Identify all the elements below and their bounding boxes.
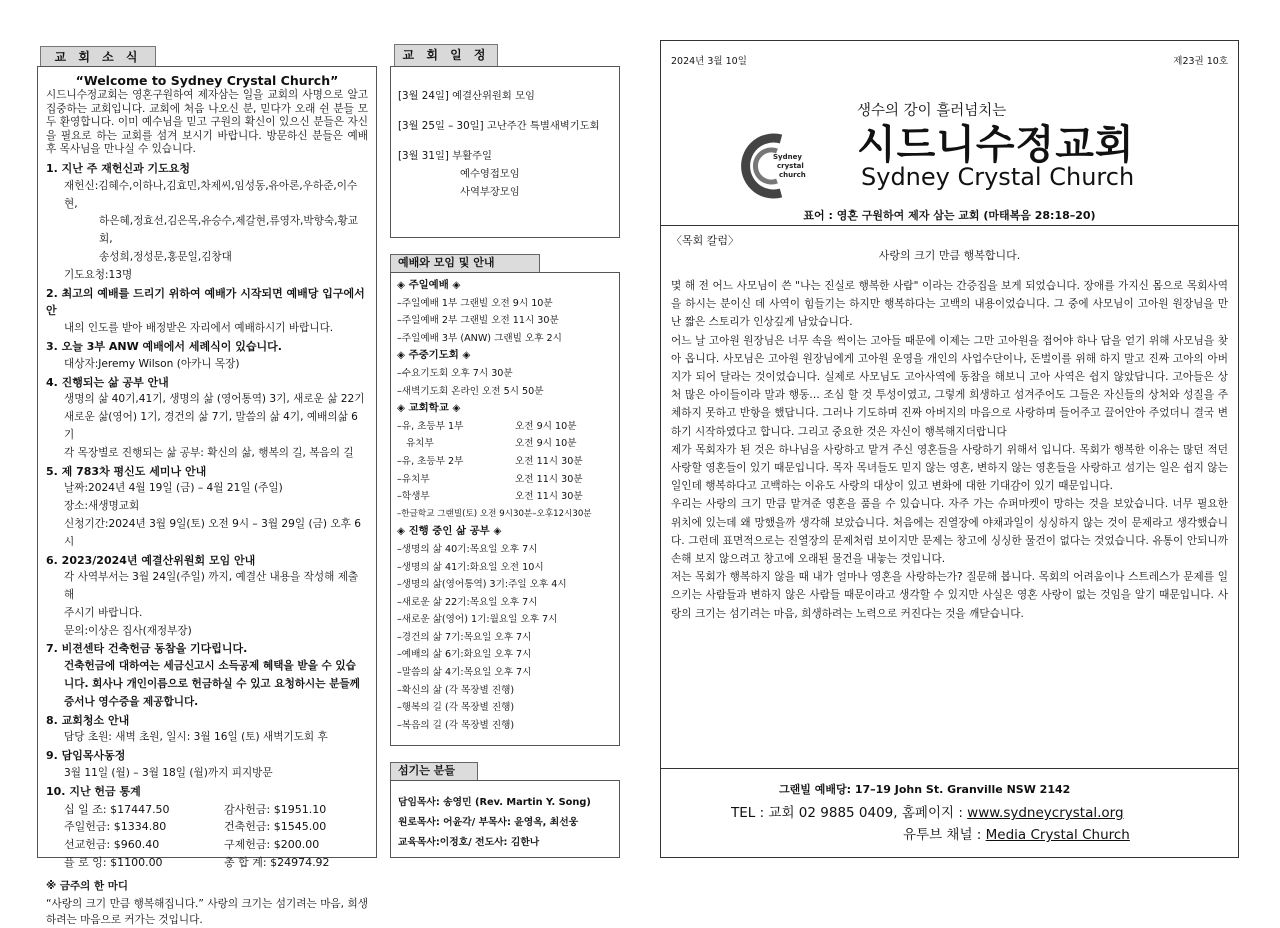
offering-table — [46, 801, 368, 872]
news-tab: 교 회 소 식 — [40, 46, 156, 68]
church-name-english: Sydney Crystal Church — [861, 163, 1135, 191]
svg-text:crystal: crystal — [777, 162, 804, 170]
worship-line: –주일예배 2부 그랜빌 오전 11시 30분 — [397, 315, 559, 327]
school-row — [397, 488, 613, 506]
offering-cell: 주일헌금: $1334.80 — [64, 820, 167, 834]
offering-cell: 건축헌금: $1545.00 — [224, 820, 327, 834]
word-of-week-text: “사랑의 크기 만큼 행복해집니다.” 사랑의 크기는 섬기려는 마음, 희생하려는 마음으로 커가는 것입니다. — [46, 897, 368, 926]
servants-banner: 섬기는 분들 — [390, 762, 478, 780]
schedule-subitem: 사역부장모임 — [460, 186, 520, 198]
column-label: 〈목회 칼럼〉 — [671, 234, 740, 247]
offering-cell: 감사헌금: $1951.10 — [224, 802, 327, 816]
worship-banner: 예배와 모임 및 안내 — [390, 254, 540, 272]
news-item-5-line: 날짜:2024년 4월 19일 (금) – 4월 21일 (주일) — [64, 482, 283, 495]
news-item-7-line: 건축헌금에 대하여는 세금신고시 소득공제 혜택을 받을 수 있습 — [64, 660, 356, 673]
school-row — [397, 418, 613, 436]
news-item-1-line: 하은혜,정효선,김은목,유승수,제갈현,류영자,박향숙,황교회, — [99, 215, 358, 246]
svg-text:Sydney: Sydney — [773, 153, 802, 161]
school-name: –유치부 — [397, 473, 430, 485]
school-time: 오전 11시 30분 — [515, 455, 583, 467]
schedule-subitem: 예수영접모임 — [460, 168, 520, 180]
news-item-1-line: 송성희,정성문,홍문일,김창대 — [99, 250, 232, 263]
pastor-column — [671, 277, 1228, 623]
news-item-8-title: 8. 교회청소 안내 — [46, 713, 130, 727]
bulletin-front — [660, 40, 1239, 858]
news-item-4-line: 새로운 삶(영어) 1기, 경건의 삶 7기, 말씀의 삶 4기, 예배의삶 6기 — [64, 411, 358, 441]
study-line: –행복의 길 (각 목장별 진행) — [397, 702, 515, 714]
offering-cell: 플 로 잉: $1100.00 — [64, 856, 163, 870]
news-item-7-line: 니다. 회사나 개인이름으로 헌금하실 수 있고 요청하시는 분들께 — [64, 678, 360, 691]
schedule-item: [3월 31일] 부활주일 — [398, 150, 492, 162]
news-item-2-line: 내의 인도를 받아 배정받은 자리에서 예배하시기 바랍니다. — [64, 322, 334, 335]
news-item-1-line: 기도요청:13명 — [64, 268, 133, 281]
bulletin-header — [671, 53, 1228, 67]
news-item-4-line: 각 목장별로 진행되는 삶 공부: 확신의 삶, 행복의 길, 복음의 길 — [64, 446, 354, 459]
school-name: –학생부 — [397, 491, 430, 503]
worship-line: –수요기도회 오후 7시 30분 — [397, 367, 513, 379]
website-link[interactable]: www.sydneycrystal.org — [967, 805, 1124, 821]
youtube-link[interactable]: Media Crystal Church — [985, 827, 1130, 843]
school-name: –유, 초등부 2부 — [397, 455, 464, 467]
news-item-1-title: 1. 지난 주 재헌신과 기도요청 — [46, 161, 191, 175]
news-item-9-title: 9. 담임목사동정 — [46, 749, 126, 763]
divider — [661, 768, 1238, 769]
school-row — [397, 453, 613, 471]
worship-section-title: ◈ 주중기도회 ◈ — [397, 349, 471, 362]
study-line: –새로운 삶(영어) 1기:월요일 오후 7시 — [397, 614, 558, 626]
offering-cell: 구제헌금: $200.00 — [224, 838, 320, 852]
svg-text:church: church — [779, 171, 806, 179]
news-item-3-title: 3. 오늘 3부 ANW 예배에서 세례식이 있습니다. — [46, 339, 282, 353]
news-item-8-line: 담당 초원: 새벽 초원, 일시: 3월 16일 (토) 새벽기도회 후 — [64, 731, 328, 744]
schedule-tab: 교 회 일 정 — [394, 44, 498, 66]
bulletin-date: 2024년 3월 10일 — [671, 56, 747, 67]
column-paragraph: 몇 해 전 어느 사모님이 쓴 "나는 진실로 행복한 사람" 이라는 간증집을 보게 되었습니다. 장애를 가지신 몸으로 목회사역을 하시는 분이신 데 사역이 힘들기는 하지만 행복하다는 고백의 내용이었습니다. 그 중에 사모님이 고아원 원장님을 만난 짧은 스토리가 인상깊게 남았습니다. — [671, 280, 1228, 329]
welcome-heading: “Welcome to Sydney Crystal Church” — [75, 73, 339, 88]
study-line: –복음의 길 (각 목장별 진행) — [397, 719, 515, 731]
worship-panel — [390, 272, 620, 746]
study-line: –말씀의 삶 4기:목요일 오후 7시 — [397, 667, 532, 679]
study-line: –생명의 삶(영어통역) 3기:주일 오후 4시 — [397, 579, 567, 591]
worship-section-title: ◈ 주일예배 ◈ — [397, 279, 461, 291]
school-row — [397, 435, 613, 453]
study-line: –확신의 삶 (각 목장별 진행) — [397, 684, 515, 696]
church-slogan: 생수의 강이 흘러넘치는 — [857, 103, 1007, 119]
news-item-7-title: 7. 비젼센타 건축헌금 동참을 기다립니다. — [46, 642, 248, 656]
servants-panel — [390, 780, 620, 858]
church-address: 그랜빌 예배당: 17–19 John St. Granville NSW 2142 — [779, 783, 1071, 796]
news-item-6-line: 주시기 바랍니다. — [64, 606, 143, 619]
news-item-1-line: 재헌신:김혜수,이하나,김효민,차제씨,임성동,유아론,우하준,이수현, — [64, 179, 358, 210]
news-item-7-line: 증서나 영수증을 제공합니다. — [64, 695, 199, 708]
school-time: 오전 9시 10분 — [515, 420, 577, 432]
intro-text: 시드니수정교회는 영혼구원하여 제자삼는 일을 교회의 사명으로 알고 집중하는 교회입니다. 교회에 처음 나오신 분, 믿다가 오래 쉰 분들 모두 환영합니다. 이미 예수님을 믿고 구원의 확신이 있으신 분들은 자신을 필요로 하는 교회를 섬겨 보시기 바랍니다. 방문하신 분들은 예배 후 목사님을 만나실 수 있습니다. — [46, 89, 368, 156]
offering-cell: 총 합 계: $24974.92 — [224, 856, 330, 870]
word-of-week-title: ※ 금주의 한 마디 — [46, 879, 129, 892]
column-paragraph: 제가 목회자가 된 것은 하나님을 사랑하고 맡겨 주신 영혼들을 사랑하기 위해서 입니다. 목회가 행복한 이유는 많던 적던 사랑할 영혼들이 있기 때문입니다. 목자 목녀들도 믿지 않는 영혼, 변하지 않는 영혼들을 사랑하고 섬기는 일은 쉽지 않는 일인데 행복하다고 고백하는 이유도 사랑의 대상이 있고 변화에 대한 기대감이 있기 때문입니다. — [671, 443, 1228, 493]
servant-line: 담임목사: 송영민 (Rev. Martin Y. Song) — [398, 797, 591, 808]
school-time: 오전 9시 10분 — [515, 438, 577, 450]
offering-cell: 십 일 조: $17447.50 — [64, 802, 170, 816]
worship-section-title: ◈ 교회학교 ◈ — [397, 402, 461, 415]
school-name: –유, 초등부 1부 — [397, 420, 464, 432]
youtube-label: 유투브 채널 : — [903, 827, 986, 843]
news-item-5-line: 장소:새생명교회 — [64, 500, 140, 513]
church-name-korean: 시드니수정교회 — [857, 122, 1135, 168]
news-item-9-line: 3월 11일 (월) – 3월 18일 (월)까지 피지방문 — [64, 767, 273, 780]
school-row — [397, 471, 613, 489]
study-line: –경건의 삶 7기:목요일 오후 7시 — [397, 631, 532, 643]
column-paragraph: 저는 목회가 행복하지 않을 때 내가 얼마나 영혼을 사랑하는가? 질문해 봅니다. 목회의 어려움이나 스트레스가 문제를 일으키는 사람들과 변하지 않은 사람들 때문이라고 생각할 수 있지만 사실은 영혼 사랑이 없는 것임을 알기 때문입니다. 사랑의 크기는 섬기려는 마음, 희생하려는 노력으로 커진다는 것을 깨닫습니다. — [671, 571, 1228, 620]
youtube-line — [903, 823, 1130, 843]
church-logo — [737, 129, 829, 203]
news-item-6-line: 문의:이상은 집사(재정부장) — [64, 624, 192, 637]
study-line: –생명의 삶 40기:목요일 오후 7시 — [397, 543, 538, 555]
column-paragraph: 우리는 사랑의 크기 만큼 맡겨준 영혼을 품을 수 있습니다. 자주 가는 슈퍼마켓이 망하는 것을 보았습니다. 너무 필요한 위치에 있는데 왜 망했을까 생각해 보았습니다. 처음에는 진열장에 야채과일이 싱싱하지 않는 것이 문제라고 생각했습니다. 그런데 표면적으로는 진열장의 문제처럼 보이지만 문제는 창고에 싱싱한 물건이 없다는 것었습니다. 유통이 안되니까 손해 보지 않으려고 창고에 오래된 물건을 내놓는 것입니다. — [671, 498, 1228, 566]
schedule-item: [3월 24일] 예결산위원회 모임 — [398, 90, 535, 102]
servant-line: 교육목사:이정호/ 전도사: 김한나 — [398, 837, 540, 848]
worship-section-title: ◈ 진행 중인 삶 공부 ◈ — [397, 525, 502, 538]
study-line: –새로운 삶 22기:목요일 오후 7시 — [397, 596, 538, 608]
divider — [661, 225, 1238, 226]
schedule-panel — [390, 66, 620, 238]
school-time: 오전 11시 30분 — [515, 473, 583, 485]
news-panel — [37, 66, 377, 926]
news-item-2-title: 2. 최고의 예배를 드리기 위하여 예배가 시작되면 예배당 입구에서 안 — [46, 286, 365, 318]
contact-line — [731, 801, 1124, 821]
news-item-6-line: 각 사역부서는 3월 24일(주일) 까지, 예결산 내용을 작성해 제출해 — [64, 571, 359, 602]
column-title: 사랑의 크기 만큼 행복합니다. — [878, 249, 1021, 262]
worship-line: –주일예배 1부 그랜빌 오전 9시 10분 — [397, 297, 553, 309]
news-item-5-line: 신청기간:2024년 3월 9일(토) 오전 9시 – 3월 29일 (금) 오후 6시 — [64, 517, 361, 548]
news-item-5-title: 5. 제 783차 평신도 세미나 안내 — [46, 464, 207, 478]
news-item-3-line: 대상자:Jeremy Wilson (아카니 목장) — [64, 357, 240, 370]
church-motto: 표어 : 영혼 구원하여 제자 삼는 교회 (마태복음 28:18–20) — [803, 209, 1096, 222]
servant-line: 원로목사: 어윤각/ 부목사: 윤영옥, 최선웅 — [398, 817, 579, 828]
news-item-4-line: 생명의 삶 40기,41기, 생명의 삶 (영어통역) 3기, 새로운 삶 22기 — [64, 393, 365, 406]
news-item-6-title: 6. 2023/2024년 예결산위원회 모임 안내 — [46, 553, 256, 567]
study-line: –생명의 삶 41기:화요일 오전 10시 — [397, 561, 544, 573]
bulletin-volume: 제23권 10호 — [1173, 56, 1228, 67]
news-item-4-title: 4. 진행되는 삶 공부 안내 — [46, 375, 169, 389]
school-name: 유치부 — [406, 438, 434, 450]
worship-line: –한글학교 그랜빌(토) 오전 9시30분–오후12시30분 — [397, 508, 592, 519]
study-line: –예배의 삶 6기:화요일 오후 7시 — [397, 649, 532, 661]
schedule-item: [3월 25일 – 30일] 고난주간 특별새벽기도회 — [398, 120, 600, 132]
school-time: 오전 11시 30분 — [515, 491, 583, 503]
worship-line: –새벽기도회 온라인 오전 5시 50분 — [397, 385, 544, 397]
worship-line: –주일예배 3부 (ANW) 그랜빌 오후 2시 — [397, 332, 562, 344]
tel-label: TEL : 교회 02 9885 0409, 홈페이지 : — [731, 805, 968, 821]
news-item-10-title: 10. 지난 헌금 통계 — [46, 784, 141, 798]
column-paragraph: 어느 날 고아원 원장님은 너무 속을 썩이는 고아들 때문에 이제는 그만 고아원을 접어야 하나 답을 얻기 위해 사모님을 찾아 옵니다. 사모님은 고아원 원장님에게 고아원 운영을 개인의 사업수단이나, 돈벌이를 위해 하지 말고 진짜 고아의 아버지가 되어 달라는 것이었습니다. 실제로 사모님도 고아사역에 동참을 해보니 고아 사역은 쉽지 않았답니다. 고아들은 상처 많은 아이들이라 말과 행동… 조심 할 것 투성이였고, 그렇게 희생하고 섬겨주어도 그들은 자신들의 상처와 성질을 주체하지 못하고 반항을 했답니다. 그러나 기도하며 진짜 아버지의 마음으로 사랑하며 들어주고 끌어안아 주었더니 결국 변하기 시작하였다고 합니다. 그리고 중요한 것은 자신이 행복해지더랍니다 — [671, 334, 1228, 438]
offering-cell: 선교헌금: $960.40 — [64, 838, 160, 852]
